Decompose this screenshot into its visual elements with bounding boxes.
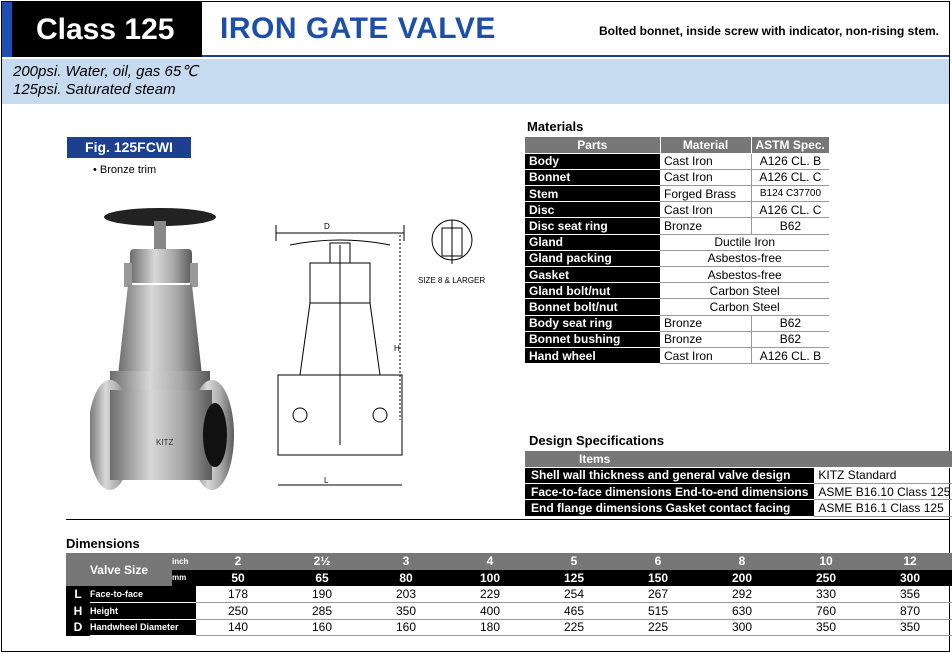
dim-label-h: H [394,344,400,353]
inch-size: 4 [448,553,532,570]
astm-spec: A126 CL. C [751,202,829,218]
material: Bronze [660,331,751,347]
astm-spec: A126 CL. B [751,347,829,363]
astm-spec: A126 CL. C [751,169,829,185]
dim-value: 190 [280,586,364,603]
material: Ductile Iron [660,234,829,250]
inch-size: 10 [784,553,868,570]
header [2,2,949,57]
design-table [525,451,952,517]
table-row [525,315,829,331]
design-header-row [525,451,952,467]
inch-size: 8 [700,553,784,570]
material: Asbestos-free [660,250,829,266]
astm-spec: B62 [751,218,829,234]
part-name: Gland [525,234,660,250]
size-note: SIZE 8 & LARGER [418,276,486,285]
design-item: End flange dimensions Gasket contact facing [525,500,814,516]
dim-value: 229 [448,586,532,603]
inch-size: 12 [868,553,952,570]
dim-value: 225 [616,619,700,636]
part-name: Gland packing [525,250,660,266]
divider [66,519,949,520]
dim-value: 292 [700,586,784,603]
part-name: Disc seat ring [525,218,660,234]
astm-spec: A126 CL. B [751,153,829,169]
mm-size: 150 [616,570,700,587]
design-value: ASME B16.10 Class 125 [814,484,952,500]
mm-size: 80 [364,570,448,587]
mm-size: 300 [868,570,952,587]
astm-spec: B124 C37700 [751,186,829,202]
service-conditions [2,59,949,104]
material: Bronze [660,218,751,234]
mm-size: 100 [448,570,532,587]
materials-title: Materials [527,119,584,134]
dim-value: 356 [868,586,952,603]
astm-spec: B62 [751,331,829,347]
mm-size: 200 [700,570,784,587]
dim-value: 250 [196,603,280,620]
materials-header-row [525,137,829,153]
dim-name: Handwheel Diameter [90,619,196,636]
inch-size: 5 [532,553,616,570]
inch-size: 6 [616,553,700,570]
dim-value: 330 [784,586,868,603]
dim-value: 160 [280,619,364,636]
dim-name: Face-to-face [90,586,196,603]
material: Cast Iron [660,153,751,169]
dim-letter: D [66,619,90,636]
table-row [525,347,829,363]
design-item: Shell wall thickness and general valve design [525,467,814,483]
mm-row [66,570,952,587]
class-label: Class 125 [2,2,202,57]
svg-text:KITZ: KITZ [156,438,174,447]
unit-mm: mm [172,570,196,587]
material: Cast Iron [660,202,751,218]
dim-value: 350 [868,619,952,636]
dim-value: 870 [868,603,952,620]
dim-value: 760 [784,603,868,620]
table-row [525,484,952,500]
dim-value: 285 [280,603,364,620]
dimensions-table [66,553,952,636]
condition-line: 200psi. Water, oil, gas 65℃ [13,63,199,80]
dim-name: Height [90,603,196,620]
table-row [525,153,829,169]
part-name: Hand wheel [525,347,660,363]
material: Carbon Steel [660,283,829,299]
design-header: Items [525,451,952,467]
material: Cast Iron [660,347,751,363]
table-row [525,169,829,185]
mm-size: 125 [532,570,616,587]
part-name: Gland bolt/nut [525,283,660,299]
mm-size: 50 [196,570,280,587]
part-name: Body [525,153,660,169]
part-name: Bonnet [525,169,660,185]
dim-letter: H [66,603,90,620]
inch-size: 3 [364,553,448,570]
dim-value: 350 [784,619,868,636]
dim-value: 225 [532,619,616,636]
condition-line: 125psi. Saturated steam [13,81,176,98]
table-row [525,283,829,299]
dim-value: 180 [448,619,532,636]
dim-value: 254 [532,586,616,603]
dimensions-title: Dimensions [66,536,140,551]
table-row [525,500,952,516]
figure-label: Fig. 125FCWI [67,137,191,158]
table-row [525,467,952,483]
table-row [66,586,952,603]
dim-value: 630 [700,603,784,620]
dim-value: 350 [364,603,448,620]
design-item: Face-to-face dimensions End-to-end dimensions [525,484,814,500]
part-name: Bonnet bolt/nut [525,299,660,315]
table-row [525,331,829,347]
astm-spec: B62 [751,315,829,331]
table-row [525,186,829,202]
material: Cast Iron [660,169,751,185]
inch-size: 2½ [280,553,364,570]
design-value: KITZ Standard [814,467,952,483]
dim-value: 140 [196,619,280,636]
part-name: Disc [525,202,660,218]
materials-header: ASTM Spec. [751,137,829,153]
design-title: Design Specifications [529,433,665,448]
dim-value: 300 [700,619,784,636]
inch-row [66,553,952,570]
page-title: IRON GATE VALVE [220,12,496,45]
materials-header: Parts [525,137,660,153]
part-name: Bonnet bushing [525,331,660,347]
mm-size: 250 [784,570,868,587]
inch-size: 2 [196,553,280,570]
dim-label-l: L [324,476,329,485]
table-row [66,619,952,636]
material: Asbestos-free [660,267,829,283]
material: Bronze [660,315,751,331]
dim-value: 267 [616,586,700,603]
valve-size-label: Valve Size [66,553,172,586]
dim-value: 515 [616,603,700,620]
design-value: ASME B16.1 Class 125 [814,500,952,516]
dim-value: 160 [364,619,448,636]
table-row [525,234,829,250]
materials-header: Material [660,137,751,153]
part-name: Stem [525,186,660,202]
table-row [66,603,952,620]
valve-photo [90,205,240,505]
dim-value: 465 [532,603,616,620]
material: Forged Brass [660,186,751,202]
unit-inch: inch [172,553,196,570]
detail-drawing [428,216,478,270]
part-name: Gasket [525,267,660,283]
dim-letter: L [66,586,90,603]
table-row [525,267,829,283]
dim-value: 400 [448,603,532,620]
dim-value: 203 [364,586,448,603]
page-subtitle: Bolted bonnet, inside screw with indicator, non-rising stem. [598,24,939,38]
materials-table [525,137,830,364]
figure-note: • Bronze trim [93,164,157,176]
part-name: Body seat ring [525,315,660,331]
table-row [525,202,829,218]
valve-drawing [270,215,410,495]
table-row [525,218,829,234]
dim-value: 178 [196,586,280,603]
table-row [525,299,829,315]
material: Carbon Steel [660,299,829,315]
dim-label-d: D [324,222,330,231]
table-row [525,250,829,266]
mm-size: 65 [280,570,364,587]
